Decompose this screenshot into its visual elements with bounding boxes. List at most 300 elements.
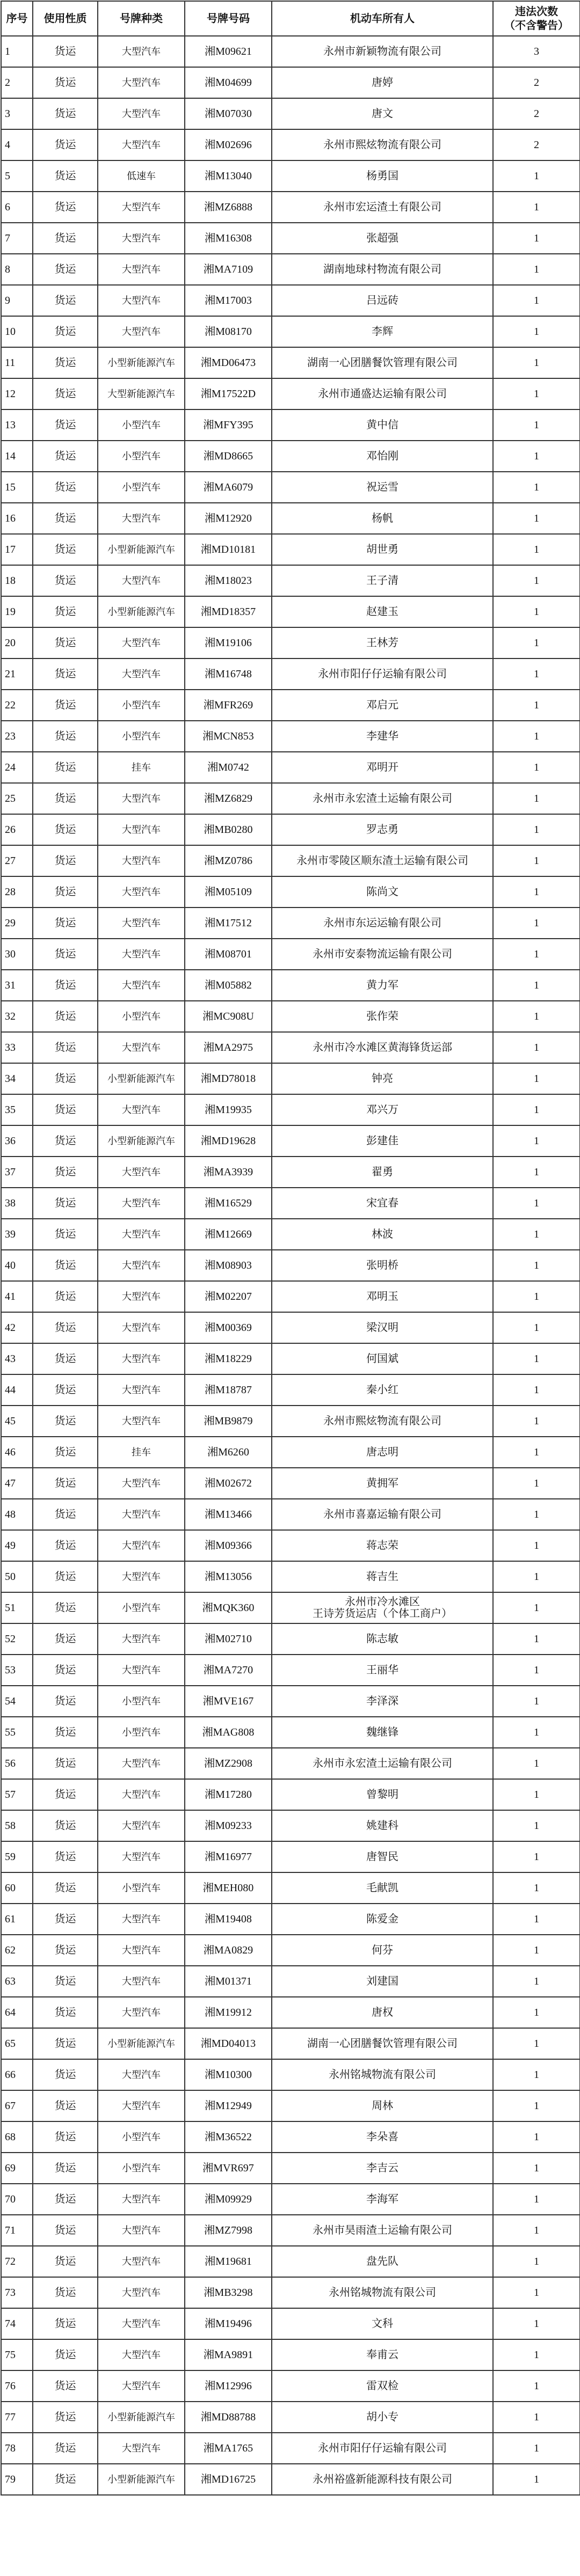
cell-use: 货运	[33, 1810, 98, 1841]
violation-table	[1, 1, 580, 2496]
cell-seq: 2	[1, 67, 33, 98]
cell-plate-number: 湘M6260	[185, 1437, 272, 1468]
cell-plate-number: 湘M02207	[185, 1281, 272, 1312]
cell-violation-count: 1	[493, 2153, 580, 2184]
table-row	[1, 1374, 580, 1406]
table-row	[1, 347, 580, 378]
cell-violation-count: 1	[493, 1094, 580, 1125]
cell-plate-number: 湘MFY395	[185, 409, 272, 441]
table-row	[1, 1001, 580, 1032]
cell-owner: 唐志明	[272, 1437, 493, 1468]
cell-violation-count: 1	[493, 160, 580, 192]
table-row	[1, 2059, 580, 2090]
cell-violation-count: 1	[493, 814, 580, 845]
cell-owner: 李泽深	[272, 1686, 493, 1717]
cell-plate-type: 小型汽车	[98, 690, 185, 721]
cell-plate-number: 湘MQK360	[185, 1592, 272, 1623]
cell-plate-number: 湘M17003	[185, 285, 272, 316]
cell-plate-number: 湘M10300	[185, 2059, 272, 2090]
table-row	[1, 845, 580, 876]
cell-plate-number: 湘MD18357	[185, 596, 272, 627]
cell-violation-count: 1	[493, 1281, 580, 1312]
cell-seq: 15	[1, 472, 33, 503]
cell-use: 货运	[33, 347, 98, 378]
cell-seq: 13	[1, 409, 33, 441]
cell-seq: 37	[1, 1157, 33, 1188]
cell-plate-number: 湘MA2975	[185, 1032, 272, 1063]
table-row	[1, 2215, 580, 2246]
cell-plate-number: 湘MZ2908	[185, 1748, 272, 1779]
cell-plate-type: 大型汽车	[98, 2433, 185, 2464]
table-row	[1, 2370, 580, 2402]
cell-seq: 63	[1, 1966, 33, 1997]
cell-plate-type: 小型汽车	[98, 2121, 185, 2153]
table-row	[1, 1872, 580, 1904]
table-row	[1, 627, 580, 658]
cell-owner: 李朵喜	[272, 2121, 493, 2153]
cell-use: 货运	[33, 2433, 98, 2464]
cell-use: 货运	[33, 690, 98, 721]
cell-use: 货运	[33, 1250, 98, 1281]
cell-plate-type: 大型汽车	[98, 1935, 185, 1966]
cell-seq: 61	[1, 1904, 33, 1935]
table-row	[1, 970, 580, 1001]
cell-use: 货运	[33, 378, 98, 409]
cell-seq: 30	[1, 939, 33, 970]
cell-owner: 永州市昊雨渣土运输有限公司	[272, 2215, 493, 2246]
cell-plate-number: 湘MVE167	[185, 1686, 272, 1717]
cell-use: 货运	[33, 908, 98, 939]
cell-violation-count: 1	[493, 1406, 580, 1437]
cell-violation-count: 1	[493, 2184, 580, 2215]
cell-plate-number: 湘M17522D	[185, 378, 272, 409]
cell-seq: 68	[1, 2121, 33, 2153]
table-row	[1, 2028, 580, 2059]
cell-seq: 41	[1, 1281, 33, 1312]
cell-owner: 唐婷	[272, 67, 493, 98]
cell-plate-type: 大型汽车	[98, 1499, 185, 1530]
cell-plate-type: 大型汽车	[98, 2184, 185, 2215]
cell-seq: 24	[1, 752, 33, 783]
cell-plate-number: 湘MA0829	[185, 1935, 272, 1966]
cell-seq: 72	[1, 2246, 33, 2277]
cell-owner: 永州市熙炫物流有限公司	[272, 1406, 493, 1437]
cell-owner: 周林	[272, 2090, 493, 2121]
cell-use: 货运	[33, 1001, 98, 1032]
cell-seq: 9	[1, 285, 33, 316]
cell-owner: 张明桥	[272, 1250, 493, 1281]
cell-owner: 邓启元	[272, 690, 493, 721]
cell-violation-count: 1	[493, 1561, 580, 1592]
cell-use: 货运	[33, 316, 98, 347]
table-row	[1, 1032, 580, 1063]
cell-plate-number: 湘MD8665	[185, 441, 272, 472]
table-header	[1, 1, 580, 36]
cell-seq: 5	[1, 160, 33, 192]
cell-plate-number: 湘MZ0786	[185, 845, 272, 876]
cell-seq: 66	[1, 2059, 33, 2090]
table-row	[1, 1125, 580, 1157]
table-row	[1, 1592, 580, 1623]
cell-plate-number: 湘M05109	[185, 876, 272, 908]
cell-plate-number: 湘M0742	[185, 752, 272, 783]
cell-use: 货运	[33, 1125, 98, 1157]
cell-plate-type: 大型汽车	[98, 2308, 185, 2339]
cell-seq: 71	[1, 2215, 33, 2246]
cell-owner: 唐文	[272, 98, 493, 129]
cell-seq: 4	[1, 129, 33, 160]
cell-plate-number: 湘M18229	[185, 1343, 272, 1374]
cell-owner: 翟勇	[272, 1157, 493, 1188]
cell-plate-type: 大型汽车	[98, 316, 185, 347]
cell-plate-number: 湘M08170	[185, 316, 272, 347]
cell-seq: 69	[1, 2153, 33, 2184]
cell-plate-type: 小型新能源汽车	[98, 1063, 185, 1094]
cell-use: 货运	[33, 2464, 98, 2495]
cell-owner: 张作荣	[272, 1001, 493, 1032]
cell-plate-number: 湘MB3298	[185, 2277, 272, 2308]
cell-plate-number: 湘MA9891	[185, 2339, 272, 2370]
cell-use: 货运	[33, 1841, 98, 1872]
table-row	[1, 2121, 580, 2153]
cell-plate-type: 小型新能源汽车	[98, 2464, 185, 2495]
table-row	[1, 1966, 580, 1997]
cell-owner: 杨勇国	[272, 160, 493, 192]
cell-owner: 李吉云	[272, 2153, 493, 2184]
cell-owner: 邓明开	[272, 752, 493, 783]
cell-violation-count: 1	[493, 2464, 580, 2495]
cell-plate-number: 湘MA6079	[185, 472, 272, 503]
table-body	[1, 36, 580, 2495]
cell-owner: 永州市永宏渣土运输有限公司	[272, 1748, 493, 1779]
cell-seq: 38	[1, 1188, 33, 1219]
cell-use: 货运	[33, 1779, 98, 1810]
cell-plate-type: 大型汽车	[98, 1188, 185, 1219]
table-row	[1, 1468, 580, 1499]
cell-violation-count: 1	[493, 1779, 580, 1810]
cell-seq: 3	[1, 98, 33, 129]
cell-plate-number: 湘MD16725	[185, 2464, 272, 2495]
cell-plate-type: 大型汽车	[98, 1406, 185, 1437]
table-row	[1, 658, 580, 690]
cell-use: 货运	[33, 752, 98, 783]
cell-plate-number: 湘MZ7998	[185, 2215, 272, 2246]
table-row	[1, 2277, 580, 2308]
cell-plate-number: 湘M19106	[185, 627, 272, 658]
cell-plate-type: 大型汽车	[98, 1219, 185, 1250]
cell-seq: 19	[1, 596, 33, 627]
cell-plate-number: 湘MZ6888	[185, 192, 272, 223]
header-plate-number: 号牌号码	[185, 1, 272, 36]
cell-owner: 刘建国	[272, 1966, 493, 1997]
cell-seq: 43	[1, 1343, 33, 1374]
cell-plate-type: 大型汽车	[98, 876, 185, 908]
cell-plate-number: 湘M17280	[185, 1779, 272, 1810]
cell-plate-number: 湘M02672	[185, 1468, 272, 1499]
cell-plate-number: 湘MD88788	[185, 2402, 272, 2433]
cell-violation-count: 1	[493, 1810, 580, 1841]
cell-violation-count: 1	[493, 1748, 580, 1779]
cell-owner: 王林芳	[272, 627, 493, 658]
cell-owner: 邓明玉	[272, 1281, 493, 1312]
cell-plate-number: 湘MCN853	[185, 721, 272, 752]
cell-use: 货运	[33, 2090, 98, 2121]
table-row	[1, 1779, 580, 1810]
cell-owner: 秦小红	[272, 1374, 493, 1406]
cell-plate-number: 湘M08903	[185, 1250, 272, 1281]
table-row	[1, 1530, 580, 1561]
cell-use: 货运	[33, 1437, 98, 1468]
cell-seq: 79	[1, 2464, 33, 2495]
cell-violation-count: 1	[493, 845, 580, 876]
table-row	[1, 1312, 580, 1343]
cell-use: 货运	[33, 2370, 98, 2402]
cell-seq: 26	[1, 814, 33, 845]
cell-seq: 53	[1, 1655, 33, 1686]
cell-owner: 湖南地球村物流有限公司	[272, 254, 493, 285]
cell-use: 货运	[33, 129, 98, 160]
cell-use: 货运	[33, 1406, 98, 1437]
cell-seq: 78	[1, 2433, 33, 2464]
cell-use: 货运	[33, 534, 98, 565]
cell-violation-count: 1	[493, 1063, 580, 1094]
table-row	[1, 254, 580, 285]
cell-plate-type: 小型新能源汽车	[98, 534, 185, 565]
cell-seq: 77	[1, 2402, 33, 2433]
cell-use: 货运	[33, 1312, 98, 1343]
cell-plate-number: 湘M16308	[185, 223, 272, 254]
cell-plate-type: 大型汽车	[98, 1312, 185, 1343]
cell-plate-type: 大型汽车	[98, 1779, 185, 1810]
table-row	[1, 908, 580, 939]
table-row	[1, 534, 580, 565]
cell-violation-count: 1	[493, 1966, 580, 1997]
cell-use: 货运	[33, 721, 98, 752]
cell-seq: 8	[1, 254, 33, 285]
cell-owner: 永州市通盛达运输有限公司	[272, 378, 493, 409]
cell-owner: 罗志勇	[272, 814, 493, 845]
cell-seq: 20	[1, 627, 33, 658]
cell-plate-number: 湘M02696	[185, 129, 272, 160]
cell-owner: 永州市冷水滩区 王诗芳货运店（个体工商户）	[272, 1592, 493, 1623]
header-owner: 机动车所有人	[272, 1, 493, 36]
cell-plate-number: 湘M12920	[185, 503, 272, 534]
table-row	[1, 2433, 580, 2464]
cell-use: 货运	[33, 1499, 98, 1530]
table-row	[1, 1561, 580, 1592]
cell-plate-type: 大型汽车	[98, 2370, 185, 2402]
cell-violation-count: 1	[493, 316, 580, 347]
table-row	[1, 285, 580, 316]
cell-use: 货运	[33, 1188, 98, 1219]
cell-seq: 28	[1, 876, 33, 908]
cell-use: 货运	[33, 876, 98, 908]
cell-plate-type: 大型汽车	[98, 1250, 185, 1281]
table-row	[1, 1810, 580, 1841]
cell-owner: 陈志敏	[272, 1623, 493, 1655]
cell-plate-type: 小型新能源汽车	[98, 2402, 185, 2433]
cell-plate-number: 湘MEH080	[185, 1872, 272, 1904]
cell-owner: 蒋志荣	[272, 1530, 493, 1561]
cell-plate-number: 湘M16977	[185, 1841, 272, 1872]
cell-use: 货运	[33, 223, 98, 254]
table-row	[1, 939, 580, 970]
table-row	[1, 2308, 580, 2339]
cell-use: 货运	[33, 1872, 98, 1904]
header-count-line1: 违法次数	[515, 5, 558, 18]
cell-seq: 75	[1, 2339, 33, 2370]
cell-seq: 55	[1, 1717, 33, 1748]
cell-use: 货运	[33, 2153, 98, 2184]
cell-use: 货运	[33, 192, 98, 223]
cell-seq: 39	[1, 1219, 33, 1250]
cell-use: 货运	[33, 503, 98, 534]
cell-owner: 文科	[272, 2308, 493, 2339]
cell-violation-count: 1	[493, 2090, 580, 2121]
cell-plate-number: 湘M19935	[185, 1094, 272, 1125]
cell-violation-count: 1	[493, 1904, 580, 1935]
cell-seq: 56	[1, 1748, 33, 1779]
cell-plate-number: 湘M13466	[185, 1499, 272, 1530]
cell-owner: 陈爱金	[272, 1904, 493, 1935]
cell-violation-count: 1	[493, 1343, 580, 1374]
cell-violation-count: 1	[493, 970, 580, 1001]
cell-plate-type: 大型汽车	[98, 1904, 185, 1935]
cell-owner: 永州市零陵区顺东渣土运输有限公司	[272, 845, 493, 876]
cell-violation-count: 1	[493, 2339, 580, 2370]
cell-plate-type: 大型汽车	[98, 1655, 185, 1686]
cell-use: 货运	[33, 441, 98, 472]
cell-use: 货运	[33, 2308, 98, 2339]
cell-violation-count: 1	[493, 658, 580, 690]
cell-use: 货运	[33, 1032, 98, 1063]
table-row	[1, 1655, 580, 1686]
cell-violation-count: 1	[493, 783, 580, 814]
cell-owner: 杨帆	[272, 503, 493, 534]
cell-plate-type: 大型汽车	[98, 129, 185, 160]
cell-violation-count: 1	[493, 503, 580, 534]
cell-use: 货运	[33, 2339, 98, 2370]
cell-plate-number: 湘MD04013	[185, 2028, 272, 2059]
cell-seq: 32	[1, 1001, 33, 1032]
table-row	[1, 160, 580, 192]
table-row	[1, 721, 580, 752]
cell-plate-type: 小型汽车	[98, 2153, 185, 2184]
cell-plate-number: 湘M01371	[185, 1966, 272, 1997]
cell-plate-number: 湘M18787	[185, 1374, 272, 1406]
table-row	[1, 1219, 580, 1250]
cell-use: 货运	[33, 2402, 98, 2433]
cell-plate-number: 湘M09233	[185, 1810, 272, 1841]
cell-seq: 1	[1, 36, 33, 67]
cell-plate-number: 湘M12949	[185, 2090, 272, 2121]
cell-seq: 25	[1, 783, 33, 814]
cell-plate-type: 大型汽车	[98, 1032, 185, 1063]
cell-seq: 35	[1, 1094, 33, 1125]
cell-use: 货运	[33, 1530, 98, 1561]
cell-violation-count: 1	[493, 1001, 580, 1032]
cell-seq: 73	[1, 2277, 33, 2308]
cell-seq: 52	[1, 1623, 33, 1655]
cell-owner: 邓兴万	[272, 1094, 493, 1125]
cell-plate-type: 大型汽车	[98, 67, 185, 98]
cell-plate-type: 大型汽车	[98, 1966, 185, 1997]
cell-owner: 黄中信	[272, 409, 493, 441]
cell-owner: 钟亮	[272, 1063, 493, 1094]
header-use: 使用性质	[33, 1, 98, 36]
cell-seq: 22	[1, 690, 33, 721]
cell-seq: 27	[1, 845, 33, 876]
cell-seq: 34	[1, 1063, 33, 1094]
cell-plate-number: 湘M16529	[185, 1188, 272, 1219]
cell-seq: 74	[1, 2308, 33, 2339]
cell-use: 货运	[33, 1717, 98, 1748]
cell-use: 货运	[33, 160, 98, 192]
cell-plate-number: 湘M02710	[185, 1623, 272, 1655]
cell-seq: 51	[1, 1592, 33, 1623]
cell-violation-count: 1	[493, 192, 580, 223]
cell-plate-type: 挂车	[98, 1437, 185, 1468]
cell-plate-type: 小型新能源汽车	[98, 347, 185, 378]
cell-use: 货运	[33, 814, 98, 845]
cell-plate-number: 湘M09621	[185, 36, 272, 67]
cell-plate-type: 大型汽车	[98, 845, 185, 876]
cell-owner: 湖南一心团膳餐饮管理有限公司	[272, 2028, 493, 2059]
cell-plate-number: 湘M07030	[185, 98, 272, 129]
cell-violation-count: 1	[493, 565, 580, 596]
cell-seq: 33	[1, 1032, 33, 1063]
cell-violation-count: 1	[493, 2433, 580, 2464]
cell-violation-count: 1	[493, 409, 580, 441]
cell-violation-count: 1	[493, 441, 580, 472]
cell-owner: 永州市永宏渣土运输有限公司	[272, 783, 493, 814]
table-row	[1, 1188, 580, 1219]
cell-plate-number: 湘MD10181	[185, 534, 272, 565]
cell-owner: 永州市安泰物流运输有限公司	[272, 939, 493, 970]
table-row	[1, 1499, 580, 1530]
cell-use: 货运	[33, 1592, 98, 1623]
cell-plate-type: 大型汽车	[98, 1157, 185, 1188]
cell-plate-number: 湘MFR269	[185, 690, 272, 721]
cell-plate-type: 大型汽车	[98, 1561, 185, 1592]
cell-use: 货运	[33, 783, 98, 814]
cell-violation-count: 1	[493, 2215, 580, 2246]
cell-plate-number: 湘M19912	[185, 1997, 272, 2028]
cell-plate-type: 大型汽车	[98, 814, 185, 845]
cell-seq: 49	[1, 1530, 33, 1561]
cell-owner: 永州市新颖物流有限公司	[272, 36, 493, 67]
table-row	[1, 316, 580, 347]
cell-violation-count: 1	[493, 752, 580, 783]
cell-owner: 李建华	[272, 721, 493, 752]
cell-seq: 18	[1, 565, 33, 596]
cell-use: 货运	[33, 658, 98, 690]
cell-plate-type: 大型新能源汽车	[98, 378, 185, 409]
cell-violation-count: 1	[493, 627, 580, 658]
cell-owner: 梁汉明	[272, 1312, 493, 1343]
cell-owner: 毛献凯	[272, 1872, 493, 1904]
cell-plate-type: 大型汽车	[98, 223, 185, 254]
table-row	[1, 2339, 580, 2370]
cell-owner: 王丽华	[272, 1655, 493, 1686]
cell-plate-number: 湘M18023	[185, 565, 272, 596]
cell-use: 货运	[33, 1935, 98, 1966]
cell-owner: 永州市宏运渣土有限公司	[272, 192, 493, 223]
cell-use: 货运	[33, 2059, 98, 2090]
cell-owner: 永州市冷水滩区黄海锋货运部	[272, 1032, 493, 1063]
cell-seq: 58	[1, 1810, 33, 1841]
cell-plate-type: 大型汽车	[98, 1343, 185, 1374]
